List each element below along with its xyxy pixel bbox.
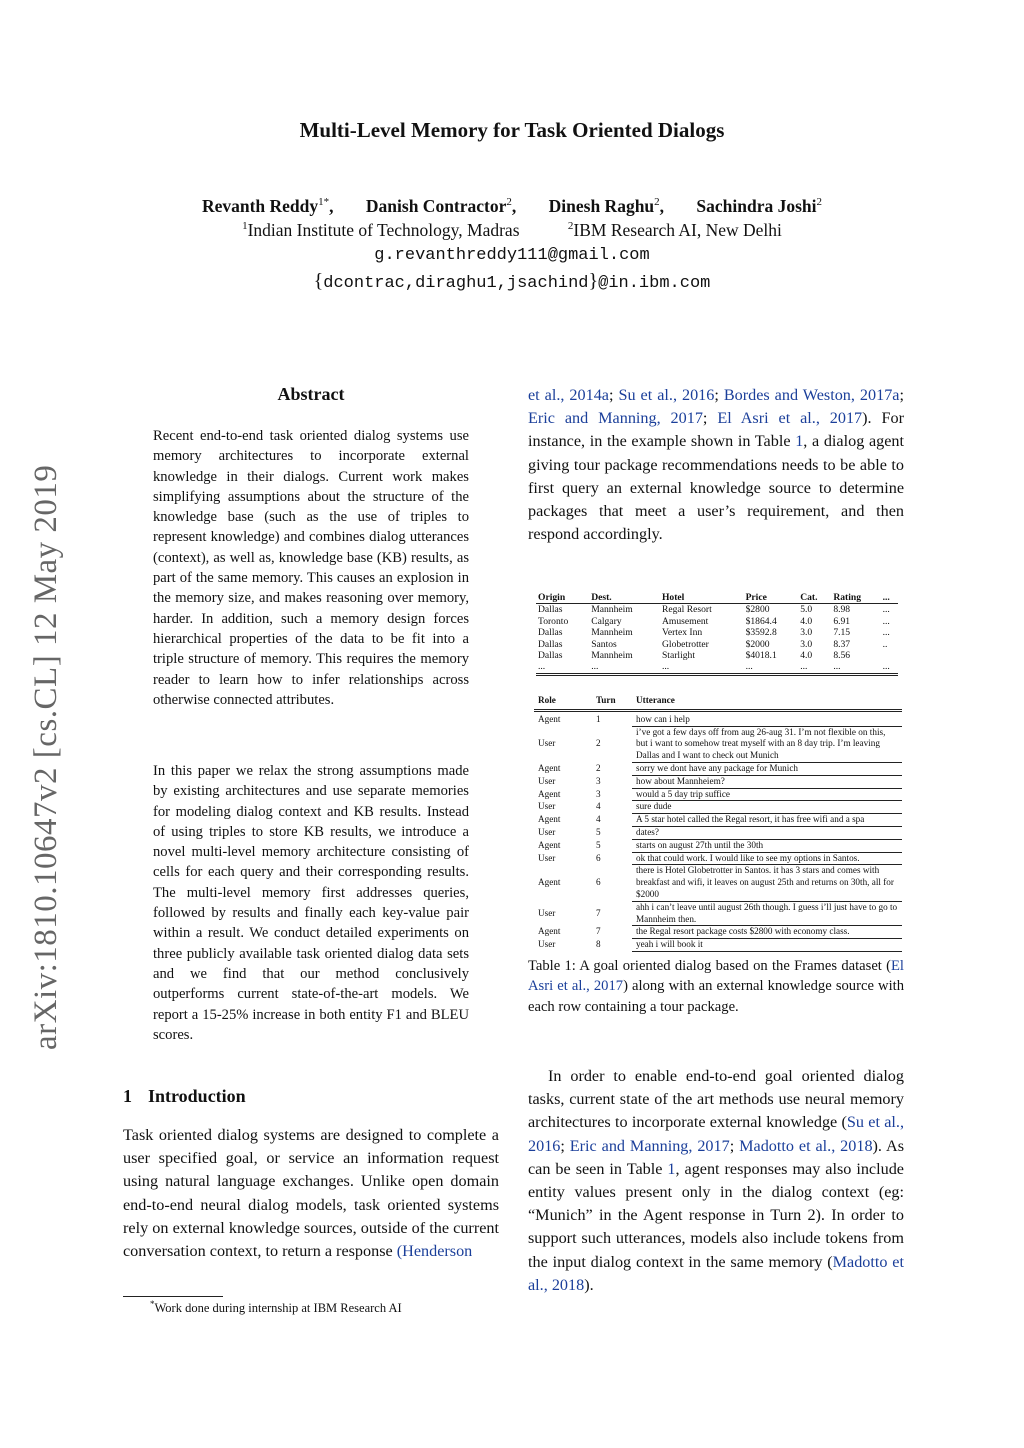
kb-header-cell: Origin — [536, 590, 589, 604]
right-column-paragraph-top: et al., 2014a; Su et al., 2016; Bordes and Weston, 2017a; Eric and Manning, 2017; El Asri et al., 2017). For instance, in the example shown in Table 1, a dialog agent giving tour package recommendations needs to be able to first query an external knowledge source to determine packages that meet a user’s requirement, and then respond accordingly. — [528, 386, 905, 544]
role-cell: Agent — [538, 788, 561, 799]
kb-cell: Vertex Inn — [661, 627, 703, 639]
citation-link[interactable]: El Asri et al., 2017 — [528, 958, 904, 995]
role-cell: Agent — [538, 877, 561, 888]
kb-cell: Dallas — [538, 650, 563, 662]
abstract-paragraph-2: In this paper we relax the strong assumptions made by existing architectures and use separate memories for modeling dialog context and KB results. Instead of using triples to store KB results, we introduce a novel multi-level memory architecture consisting of cells for each query and their corresponding results. The multi-level memory first addresses queries, followed by results and finally each key-value pair within a result. We conduct detailed experiments on three publicly available task oriented dialog data sets and we find that our method conclusively outperforms current state-of-the-art models. We report a 15-25% increase in both entity F1 and BLEU scores. — [153, 763, 469, 1043]
utterance-cell: sorry we dont have any package for Munich — [632, 762, 902, 775]
utterance-cell: sure dude — [632, 801, 902, 814]
kb-cell: ... — [744, 661, 799, 674]
kb-cell: ... — [798, 661, 831, 674]
intro-paragraph: Task oriented dialog systems are designed to complete a user specified goal, or service an information request using natural language exchanges. Unlike open domain end-to-end neural dialog models, task oriented systems rely on external knowledge sources, outside of the current conversation context, to return a response (Henderson — [123, 1126, 499, 1261]
kb-cell — [881, 650, 898, 661]
kb-header-cell: Dest. — [589, 590, 660, 604]
role-cell: Agent — [538, 714, 561, 725]
kb-cell: 4.0 — [800, 650, 813, 662]
kb-cell: ... — [882, 615, 890, 627]
citation-link[interactable]: Madotto et al., 2018 — [739, 1136, 873, 1155]
role-cell: User — [538, 775, 556, 786]
citation-link[interactable]: Su et al., 2016 — [528, 1113, 904, 1155]
utterance-cell: starts on august 27th until the 30th — [632, 839, 902, 852]
kb-cell: 8.98 — [833, 604, 851, 616]
kb-cell: Mannheim — [591, 627, 633, 639]
paper-title: Multi-Level Memory for Task Oriented Dialogs — [299, 118, 725, 142]
kb-cell: 7.15 — [833, 627, 851, 639]
kb-cell: $2800 — [745, 604, 770, 616]
kb-table-row — [536, 650, 898, 661]
kb-cell: Toronto — [538, 615, 569, 627]
kb-cell: Mannheim — [591, 604, 633, 616]
utterance-cell: how about Mannheiem? — [632, 775, 902, 788]
turn-cell: 6 — [596, 852, 601, 863]
dialog-table-row — [534, 814, 902, 827]
role-cell: Agent — [538, 814, 561, 825]
citation-link[interactable]: et al., 2014a — [528, 386, 609, 404]
utterance-cell: the Regal resort package costs $2800 with economy class. — [632, 926, 902, 939]
author: Danish Contractor$^2$, — [365, 196, 517, 216]
role-cell: User — [538, 738, 556, 749]
table-ref-link[interactable]: 1 — [795, 432, 804, 451]
dialog-table-row — [534, 901, 902, 926]
kb-cell: $3592.8 — [745, 627, 777, 639]
utterance-cell: dates? — [632, 826, 902, 839]
role-cell: Agent — [538, 926, 561, 937]
turn-cell: 5 — [596, 839, 601, 850]
abstract-heading: Abstract — [277, 384, 345, 404]
kb-cell: 4.0 — [800, 615, 813, 627]
turn-cell: 8 — [596, 939, 601, 950]
turn-cell: 6 — [596, 877, 601, 888]
kb-cell: .. — [882, 638, 888, 650]
turn-cell: 3 — [596, 775, 601, 786]
role-cell: User — [538, 907, 556, 918]
citation-link[interactable]: (Henderson — [396, 1242, 473, 1261]
kb-header-cell: Hotel — [660, 590, 744, 604]
kb-cell: Regal Resort — [661, 604, 712, 616]
kb-cell: 3.0 — [800, 627, 813, 639]
dialog-table-row — [534, 939, 902, 952]
table-caption: Table 1: A goal oriented dialog based on the Frames dataset (El Asri et al., 2017) along with an external knowledge source with each row containing a tour package. — [528, 958, 904, 1015]
kb-cell: $1864.4 — [745, 615, 777, 627]
role-cell: User — [538, 801, 556, 812]
utterance-cell: yeah i will book it — [632, 939, 902, 952]
author-list — [0, 196, 1024, 217]
kb-cell: 6.91 — [833, 615, 851, 627]
kb-table-row — [536, 616, 898, 627]
turn-cell: 5 — [596, 826, 601, 837]
kb-cell: ... — [882, 627, 890, 639]
affiliation: $^2$IBM Research AI, New Delhi — [567, 220, 782, 240]
turn-cell: 2 — [596, 738, 601, 749]
utterance-cell: there is Hotel Globetrotter in Santos. it has 3 stars and comes with breakfast and wifi, it leaves on august 25th and returns on 30th, all for $2000 — [632, 865, 902, 901]
dialog-table-row — [534, 788, 902, 801]
role-cell: User — [538, 826, 556, 837]
kb-cell: 5.0 — [800, 604, 813, 616]
kb-cell: Globetrotter — [661, 638, 709, 650]
citation-link[interactable]: Su et al., 2016 — [618, 386, 715, 404]
utterance-cell: ahh i can’t leave until august 26th though. I guess i’ll just have to go to Mannheim then. — [632, 901, 902, 926]
role-cell: Agent — [538, 762, 561, 773]
dialog-table-row — [534, 839, 902, 852]
turn-cell: 7 — [596, 926, 601, 937]
arxiv-stamp: arXiv:1810.10647v2 [cs.CL] 12 May 2019 — [28, 464, 64, 1050]
turn-cell: 4 — [596, 814, 601, 825]
kb-cell: Dallas — [538, 638, 563, 650]
citation-link[interactable]: Madotto et al., 2018 — [528, 1252, 904, 1294]
email-line-1: g.revanthreddy111@gmail.com — [374, 246, 650, 265]
citation-link[interactable]: Eric and Manning, 2017 — [569, 1136, 730, 1155]
kb-cell: Dallas — [538, 604, 563, 616]
dialog-table-row — [534, 801, 902, 814]
kb-cell: ... — [536, 661, 589, 674]
kb-cell: ... — [660, 661, 744, 674]
kb-header-cell: ... — [881, 590, 898, 604]
dialog-table-row — [534, 852, 902, 865]
citation-link[interactable]: El Asri et al., 2017 — [717, 409, 863, 428]
kb-table — [536, 590, 898, 676]
role-cell: Agent — [538, 839, 561, 850]
affiliations — [0, 220, 1024, 241]
affiliation: $^1$Indian Institute of Technology, Madras — [242, 220, 520, 240]
kb-cell: Starlight — [661, 650, 696, 662]
kb-cell: $4018.1 — [745, 650, 777, 662]
utterance-cell: A 5 star hotel called the Regal resort, it has free wifi and a spa — [632, 814, 902, 827]
abstract-paragraph-1: Recent end-to-end task oriented dialog systems use memory architectures to incorporate external knowledge in their dialogs. Current work makes simplifying assumptions about the structure of the knowledge base (such as the use of triples to represent knowledge) and combines dialog utterances (context), as well as, knowledge base (KB) results, as part of the same memory. This causes an explosion in the memory size, and makes reasoning over memory, harder. In addition, such a memory design forces hierarchical properties of the data to be fit into a triple structure of memory. This requires the memory reader to learn how to infer relationships across otherwise connected attributes. — [153, 428, 469, 708]
kb-cell: Amusement — [661, 615, 709, 627]
role-cell: User — [538, 939, 556, 950]
kb-table-row — [536, 639, 898, 650]
kb-header-cell: Price — [744, 590, 799, 604]
role-cell: User — [538, 852, 556, 863]
kb-cell: ... — [882, 604, 890, 616]
author: Revanth Reddy$^{1*}$, — [201, 196, 334, 216]
citation-link[interactable]: Eric and Manning, 2017 — [528, 409, 703, 428]
dialog-header-cell: Turn — [596, 695, 616, 705]
author: Sachindra Joshi$^2$ — [696, 196, 823, 216]
turn-cell: 4 — [596, 801, 601, 812]
kb-cell: Calgary — [591, 615, 622, 627]
utterance-cell: i’ve got a few days off from aug 26-aug 31. I’m not flexible on this, but i want to somehow treat myself with an 8 day trip. I’m leaving Dallas and I want to check out Munich — [632, 726, 902, 762]
turn-cell: 1 — [596, 714, 601, 725]
table-ref-link[interactable]: 1 — [667, 1159, 676, 1178]
footnote-rule — [123, 1296, 223, 1297]
dialog-header-cell: Role — [538, 695, 556, 705]
kb-table-header — [536, 590, 898, 604]
utterance-cell: ok that could work. I would like to see my options in Santos. — [632, 852, 902, 865]
footnote: *Work done during internship at IBM Research AI — [150, 1299, 402, 1316]
kb-cell: Dallas — [538, 627, 563, 639]
dialog-table-row — [534, 762, 902, 775]
kb-table-row — [536, 627, 898, 638]
utterance-cell: would a 5 day trip suffice — [632, 788, 902, 801]
dialog-header-cell: Utterance — [636, 695, 675, 705]
kb-cell: 8.37 — [833, 638, 851, 650]
kb-cell: 8.56 — [833, 650, 851, 662]
dialog-table-row — [534, 775, 902, 788]
kb-cell: $2000 — [745, 638, 770, 650]
dialog-table-row — [534, 926, 902, 939]
kb-cell: ... — [831, 661, 880, 674]
utterance-cell: how can i help — [632, 710, 902, 726]
dialog-table-row — [534, 826, 902, 839]
kb-header-cell: Rating — [831, 590, 880, 604]
kb-cell: Mannheim — [591, 650, 633, 662]
author: Dinesh Raghu$^2$, — [548, 196, 665, 216]
right-column-paragraph-bottom: In order to enable end-to-end goal oriented dialog tasks, current state of the art methods use neural memory architectures to incorporate external knowledge (Su et al., 2016; Eric and Manning, 2017; Madotto et al., 2018). As can be seen in Table 1, agent responses may also include entity values present only in the dialog context (eg: “Munich” in the Agent response in Turn 2). In order to support such utterances, models also include tokens from the input dialog context in the same memory (Madotto et al., 2018). — [528, 1067, 904, 1294]
turn-cell: 7 — [596, 907, 601, 918]
email-line-2: {dcontrac,diraghu1,jsachind}@in.ibm.com — [313, 270, 711, 293]
kb-cell: Santos — [591, 638, 617, 650]
dialog-table — [534, 695, 902, 952]
dialog-table-row — [534, 726, 902, 762]
kb-cell: 3.0 — [800, 638, 813, 650]
kb-cell: ... — [589, 661, 660, 674]
turn-cell: 3 — [596, 788, 601, 799]
dialog-table-header — [534, 695, 902, 710]
kb-header-cell: Cat. — [798, 590, 831, 604]
kb-table-row — [536, 661, 898, 674]
kb-cell: ... — [881, 661, 898, 674]
citation-link[interactable]: Bordes and Weston, 2017a — [723, 386, 900, 404]
section-heading-introduction: 1 Introduction — [123, 1086, 246, 1106]
turn-cell: 2 — [596, 762, 601, 773]
kb-table-row — [536, 604, 898, 616]
dialog-table-row — [534, 865, 902, 901]
dialog-table-row — [534, 710, 902, 726]
